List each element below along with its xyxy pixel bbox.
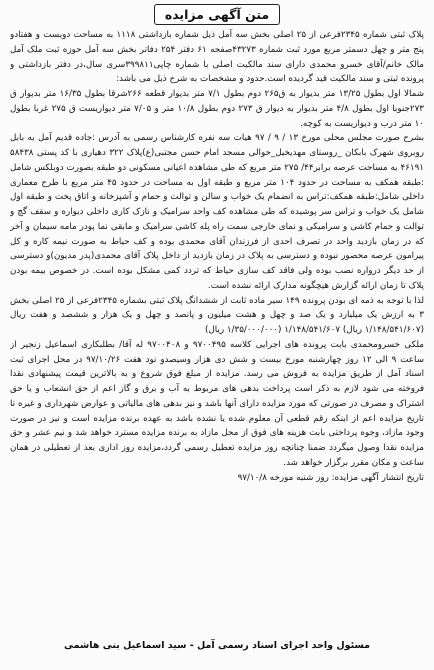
boundaries-paragraph: شمالا اول بطول ۱۳/۲۵ متر بدیوار به ق۲۶۵ دوم بطول ۷/۱ متر بدیوار قطعه ۲۶۶شرقا بطول ۱۶/۳۵ متر بدیوار ق ۲۷۳جنوبا اول بطول ۴/۸ متر بدیوار به دیوار ق ۲۷۳ دوم بطول ۱۰/۸ متر و ۷/۰۵ متر دیواریست ق ۲۷۵ غربا بطول ۱۰ متر درب و دیواریست به کوچه. [10, 89, 424, 129]
publication-date: تاریخ انتشار آگهی مزایده: روز شنبه مورخه ۹۷/۱۰/۸ [237, 472, 424, 483]
title-box [0, 4, 434, 25]
valuation-paragraph: لذا با توجه به ذمه ای بودن پرونده ۱۴۹ سیر ماده ثابت از ششدانگ پلاک ثبتی بشماره ۲۳۴۵فرعی از ۲۵ اصلی بخش ۳ به ارزش یک میلیارد و یک صد و چهل و هشت میلیون و پانصد و چهل و یک هزار و ششصد و هفت ریال (۱/۱۴۸/۵۴۱/۶۰۷ ریال) ۱/۱۴۸/۵۴۱/۶۰۷ (۱/۳۵/۰۰۰/۰۰۰ ریال) [10, 295, 424, 335]
property-intro-paragraph: پلاک ثبتی شماره ۲۳۴۵فرعی از ۲۵ اصلی بخش سه آمل ذیل شماره بازداشتی ۱۱۱۸ به مساحت دویست و هفتادو پنج متر و چهل دسمتر مربع مورد ثبت شماره ۴۳۲۷۳صفحه ۶۱ دفتر ۲۵۴ دفاتر بخش سه آمل حوزه ثبت ملک آمل مالک خانم/آقای خسرو محمدی دارای سند مالکیت اصلی با شماره چاپی۳۹۹۸۱۱سری سال،در دفتر بازداشتی و پرونده ثبتی و سند مالکیت قید گردیده است.حدود و مشخصات به شرح ذیل می باشد: [10, 30, 424, 85]
auction-terms-paragraph: ملکی خسرومحمدی بابت پرونده های اجرایی کلاسه ۹۷۰۰۴۹۵ و ۹۷۰۰۴۰۸ له آقا/ بطلبکاری اسماعیل زنجیر از ساعت ۹ الی ۱۲ روز چهارشنبه مورخ بیست و شش دی هزار وسیصدو نود هفت ۹۷/۱۰/۲۶ در محل اجرای ثبت اسناد آمل از طریق مزایده به فروش می رسد. مزایده از مبلغ فوق شروع و به بالاترین قیمت پیشنهادی نقدا فروخته می شود لازم به ذکر است پرداخت بدهی های مربوط به آب و برق و گاز اعم از حق انشعاب و یا حق اشتراک و مصرف در صورتی که مورد مزایده دارای آنها باشد و نیز بدهی های مالیاتی و عوارض شهرداری و غیره تا تاریخ مزایده اعم از اینکه رقم قطعی آن معلوم شده یا نشده باشد به عهده برنده مزایده است و نیز در صورت وجود مازاد، وجوه پرداختی بابت هزینه های فوق از محل مازاد به برنده مزایده مسترد خواهد شد و نیم عشر و حق مزایده نقدا وصول میگردد ضمنا چنانچه روز مزایده تعطیل رسمی گردد،مزایده روز اداری بعد از تعطیلی در همان ساعت و مکان مقرر برگزار خواهد شد. [10, 339, 424, 468]
notice-title: متن آگهی مزایده [154, 4, 280, 25]
signature-line: مسئول واحد اجرای اسناد رسمی آمل - سید اسماعیل بنی هاشمی [63, 640, 371, 651]
notice-body [10, 28, 424, 630]
expert-report-paragraph: بشرح صورت مجلس محلی مورخ ۱۳ / ۹ / ۹۷ هیات سه نفره کارشناس رسمی به آدرس :جاده قدیم آمل به بابل روبروی شهرک بابکان _روستای مهدیخیل_حوالی مسجد امام حسن مجتبی(ع)پلاک ۳۲۲ دهیاری با کد پستی ۵۸۴۳۸ ۴۶۱۹۱ به مساحت عرصه برابر۴۴/ ۲۷۵ متر مربع که طی مشاهده اعیانی مسکونی دو طبقه بصورت دوبلکس شامل :طبقه همکف به مساحت در حدود ۱۰۴ متر مربع و طبقه اول به مساحت در حدود ۴۵ متر مربع با طرح معماری داخلی شامل:طبقه همکف:تراس به انضمام یک خواب و سالن و توالت و حمام و آشپزخانه و اتاق پخت و طبقه اول شامل یک خواب و تراس سر پوشیده که طی مشاهده کف واحد سرامیک و نازک کاری داخلی دیواره و سقف گچ و توالت و حمام کاشی و سرامیکی و نمای خارجی سمت راه پله کاشی سرامیک و مابقی نما پودر مامه سیمان و آخر که در زمان بازدید واحد در تصرف احدی از فرزندان آقای محمدی بوده و کف حیاط به صورت نیمه کاره و کل پیرامون عرصه محصور نبوده و دسترسی به پلاک در زمان بازدید از داخل پلاک آقای محمدی(پدر مدیون)و دسترسی از حد دیگر درواره نصب بوده ولی فاقد کف سازی حیاط که تردد کمی مشکل بوده است. در خصوص بیمه بودن پلاک تا زمان ارائه گزارش هیچگونه مدارک ارائه نشده است. [10, 133, 424, 291]
